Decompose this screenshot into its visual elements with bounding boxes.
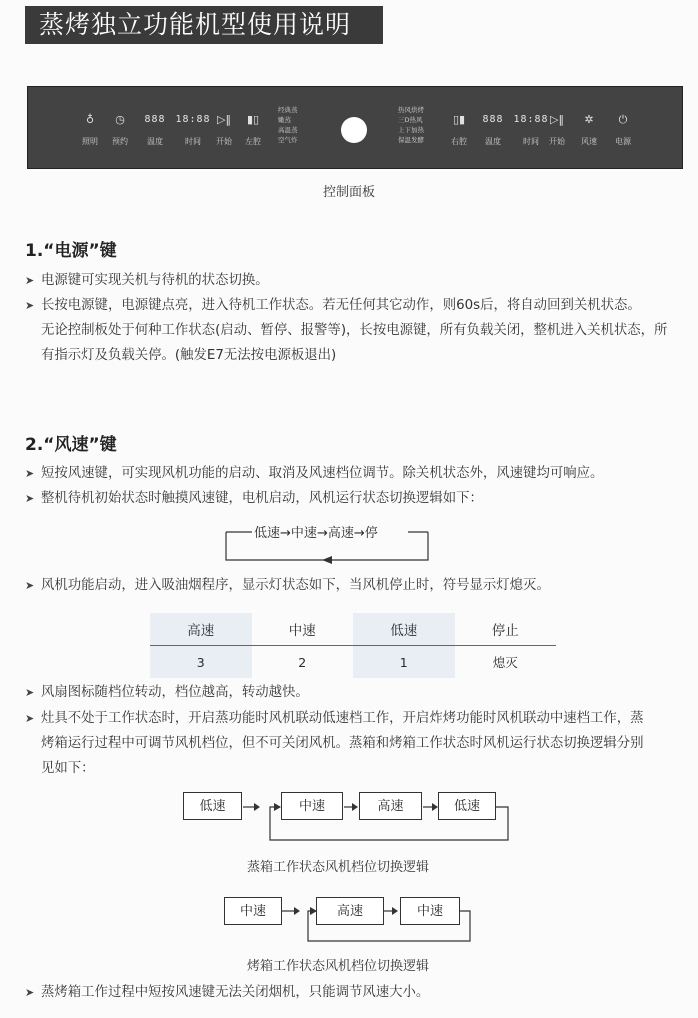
cycle-high: 高速 [327, 526, 354, 541]
right-temp-digits: 888 [482, 114, 504, 125]
bullet-arrow-icon: ➤ [25, 686, 35, 699]
mode-item: 保温发酵 [398, 136, 424, 144]
timer-label: 预约 [112, 137, 128, 146]
right-cavity-label: 右腔 [451, 137, 467, 146]
flow-box-low: 低速 [183, 792, 242, 820]
right-cavity-key [446, 113, 472, 147]
list-item: ➤ 短按风速键，可实现风机功能的启动、取消及风速档位调节。除关机状态外，风速键均可响应。 [25, 461, 603, 486]
flow-box-high: 高速 [359, 792, 422, 820]
mode-item: 空气炸 [278, 136, 298, 144]
left-cavity-label: 左腔 [245, 137, 261, 146]
flow-box-mid: 中速 [400, 897, 460, 925]
timer-icon: ◷ [115, 113, 125, 126]
list-item: ➤ 电源键可实现关机与待机的状态切换。 [25, 268, 269, 293]
timer-key [108, 113, 132, 147]
start-pause-icon: ▷‖ [550, 113, 564, 126]
fan-label: 风速 [581, 137, 597, 146]
table-cell: 1 [353, 646, 455, 679]
lamp-label: 照明 [82, 137, 98, 146]
table-cell: 熄灭 [492, 655, 518, 670]
right-temp-label: 温度 [485, 137, 501, 146]
right-mode-list [398, 105, 424, 145]
continuation-line: 见如下： [41, 761, 95, 776]
right-time-label: 时间 [523, 137, 539, 146]
bullet-arrow-icon: ➤ [25, 712, 35, 725]
bullet-arrow-icon: ➤ [25, 492, 35, 505]
table-cell: 3 [150, 646, 252, 679]
mode-item: 热风烘烤 [398, 106, 424, 114]
list-item: ➤ 风扇图标随档位转动，档位越高，转动越快。 [25, 680, 309, 705]
section2-heading: 2.“风速”键 [25, 435, 117, 455]
continuation-line: 有指示灯及负载关停。(触发E7无法按电源板退出) [41, 348, 337, 363]
mode-item: 经典蒸 [278, 106, 298, 114]
cycle-stop: 停 [364, 526, 378, 541]
power-label: 电源 [615, 137, 631, 146]
section1-heading: 1.“电源”键 [25, 241, 117, 261]
cycle-low: 低速 [254, 526, 281, 541]
right-time-digits: 18:88 [513, 114, 549, 125]
bullet-arrow-icon: ➤ [25, 467, 35, 480]
left-time-display [172, 113, 214, 147]
left-cavity-key [240, 113, 266, 147]
power-key [610, 113, 636, 147]
cycle-mid: 中速 [290, 526, 317, 541]
left-mode-list [278, 105, 298, 145]
bullet-arrow-icon: ➤ [25, 299, 35, 312]
left-start-label: 开始 [216, 137, 232, 146]
bullet-arrow-icon: ➤ [25, 579, 35, 592]
fan-key [576, 113, 602, 147]
lamp-icon: ♁ [85, 113, 95, 126]
left-start-key [210, 113, 238, 147]
control-knob [341, 117, 367, 143]
right-start-label: 开始 [549, 137, 565, 146]
fan-icon: ✲ [584, 113, 594, 126]
power-icon: ⏻ [618, 113, 628, 126]
fan-status-table [150, 613, 556, 678]
table-row [150, 646, 556, 679]
cycle-arrow: → [280, 526, 291, 541]
list-item: ➤ 风机功能启动，进入吸油烟程序，显示灯状态如下，当风机停止时，符号显示灯熄灭。 [25, 573, 550, 598]
left-time-digits: 18:88 [175, 114, 211, 125]
cycle-arrow: → [316, 526, 328, 541]
start-pause-icon: ▷‖ [217, 113, 231, 126]
steam-flow-caption: 蒸箱工作状态风机档位切换逻辑 [247, 860, 430, 875]
flow-box-mid: 中速 [224, 897, 282, 925]
panel-caption: 控制面板 [323, 185, 376, 200]
left-temp-label: 温度 [147, 137, 163, 146]
flow-box-high: 高速 [316, 897, 384, 925]
table-cell: 2 [298, 654, 307, 670]
list-item: ➤ 蒸烤箱工作过程中短按风速键无法关闭烟机，只能调节风速大小。 [25, 980, 429, 1005]
list-item: ➤ 整机待机初始状态时触摸风速键，电机启动，风机运行状态切换逻辑如下： [25, 486, 483, 511]
continuation-line: 无论控制板处于何种工作状态(启动、暂停、报警等)，长按电源键，所有负载关闭，整机进入关机状态，所 [41, 323, 668, 338]
list-item: ➤ 长按电源键，电源键点亮，进入待机工作状态。若无任何其它动作，则60s后，将自动回到关机状态。 [25, 293, 641, 318]
mode-item: 三D热风 [398, 116, 423, 124]
mode-item: 高温蒸 [278, 126, 298, 134]
cycle-sequence [254, 522, 378, 541]
list-item: ➤ 灶具不处于工作状态时，开启蒸功能时风机联动低速档工作，开启炸烤功能时风机联动中速档工作，蒸 [25, 706, 644, 731]
mode-item: 嫩蒸 [278, 116, 291, 124]
table-header: 停止 [455, 613, 557, 646]
bake-flow-caption: 烤箱工作状态风机档位切换逻辑 [247, 959, 430, 974]
table-header-row [150, 613, 556, 646]
right-temp-display [476, 113, 510, 147]
cycle-arrow: → [353, 526, 365, 541]
table-header: 高速 [150, 613, 252, 646]
page-title: 蒸烤独立功能机型使用说明 [25, 6, 383, 44]
control-panel-image [27, 86, 683, 169]
right-start-key [544, 113, 570, 147]
continuation-line: 烤箱运行过程中可调节风机档位，但不可关闭风机。蒸箱和烤箱工作状态时风机运行状态切换逻辑分别 [41, 736, 644, 751]
mode-item: 上下加热 [398, 126, 424, 134]
bullet-arrow-icon: ➤ [25, 986, 35, 999]
flow-box-mid: 中速 [281, 792, 343, 820]
flow-box-low: 低速 [438, 792, 496, 820]
left-time-label: 时间 [185, 137, 201, 146]
table-header: 中速 [252, 613, 354, 646]
right-cavity-icon: ▯▮ [452, 113, 466, 126]
left-temp-digits: 888 [144, 114, 166, 125]
table-header: 低速 [353, 613, 455, 646]
left-temp-display [138, 113, 172, 147]
bullet-arrow-icon: ➤ [25, 274, 35, 287]
lamp-key [78, 113, 102, 147]
left-cavity-icon: ▮▯ [246, 113, 260, 126]
